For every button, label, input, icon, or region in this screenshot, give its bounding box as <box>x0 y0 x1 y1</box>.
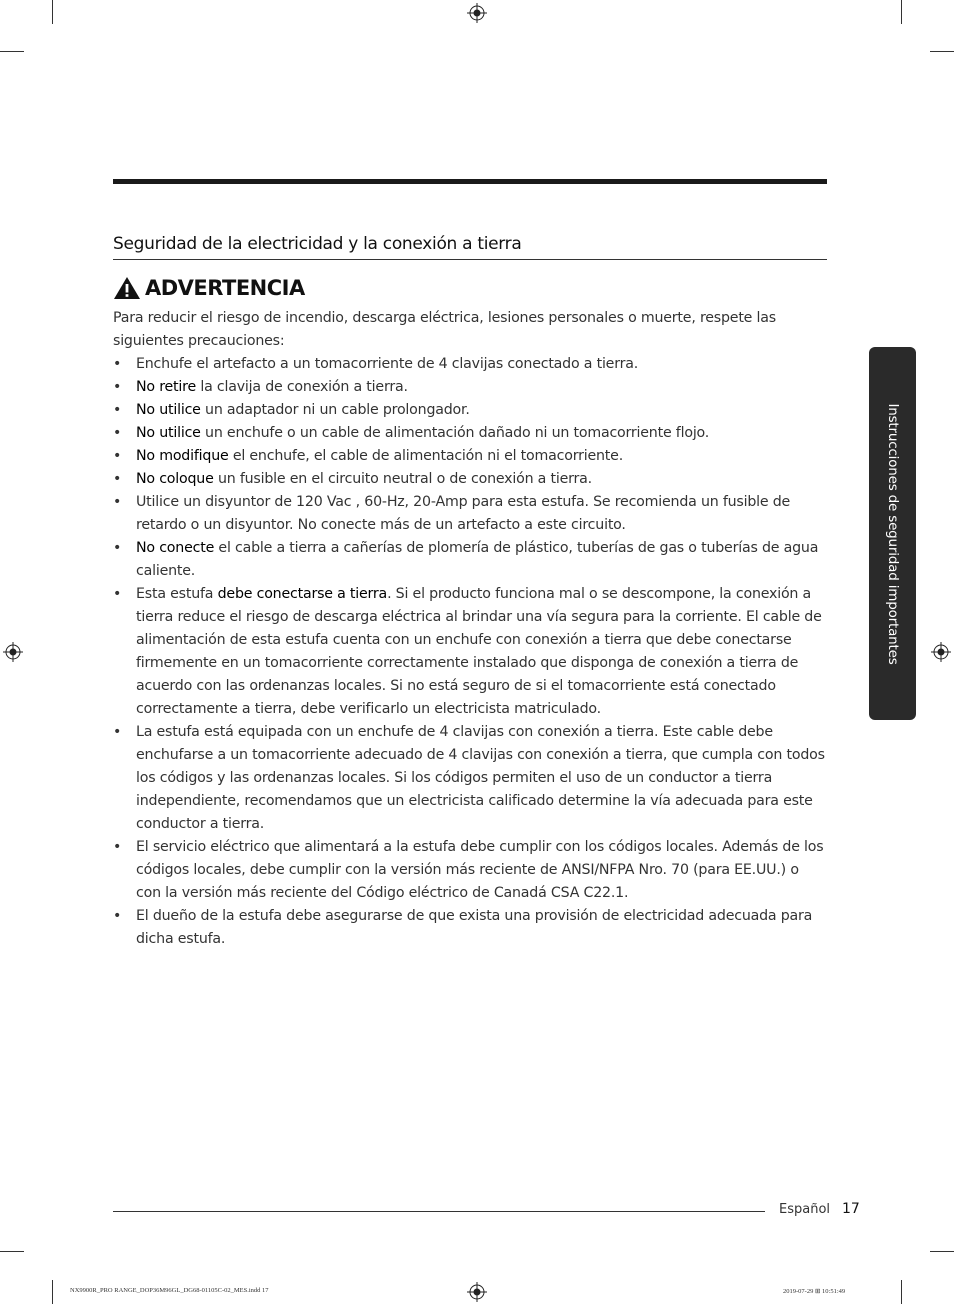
bullet-emphasis: No conecte <box>136 540 215 556</box>
precautions-list <box>113 353 825 951</box>
bullet-emphasis: No retire <box>136 379 197 395</box>
registration-mark-icon <box>467 3 487 23</box>
warning-label: ADVERTENCIA <box>145 276 305 300</box>
crop-mark <box>0 1251 24 1252</box>
bullet-text: un fusible en el circuito neutral o de conexión a tierra. <box>213 471 592 487</box>
bullet-text: La estufa está equipada con un enchufe de 4 clavijas con conexión a tierra. Este cable debe enchufarse a un tomacorriente adecuado de 4 clavijas con conexión a tierra, que cumpla con todos los códigos y las ordenanzas locales. Si los códigos permiten el uso de un conductor a tierra independiente, recomendamos que un electricista calificado determine la vía adecuada para este conductor a tierra. <box>136 724 825 832</box>
bullet-text: Enchufe el artefacto a un tomacorriente de 4 clavijas conectado a tierra. <box>136 356 639 372</box>
bullet-dot: • <box>113 471 122 487</box>
bullet-dot: • <box>113 402 122 418</box>
list-item <box>113 399 825 422</box>
chapter-side-tab <box>869 347 916 720</box>
list-item <box>113 468 825 491</box>
crop-mark <box>52 1280 53 1304</box>
list-item <box>113 583 825 721</box>
crop-mark <box>901 0 902 24</box>
page-number: 17 <box>842 1201 860 1217</box>
list-item <box>113 376 825 399</box>
bullet-dot: • <box>113 839 122 855</box>
bullet-dot: • <box>113 356 122 372</box>
crop-mark <box>0 51 24 52</box>
crop-mark <box>901 1280 902 1304</box>
list-item <box>113 422 825 445</box>
bullet-dot: • <box>113 448 122 464</box>
warning-body <box>113 307 825 951</box>
warning-heading <box>113 274 305 302</box>
bullet-dot: • <box>113 425 122 441</box>
bullet-emphasis: No coloque <box>136 471 214 487</box>
list-item <box>113 905 825 951</box>
warning-triangle-icon <box>113 276 141 300</box>
registration-mark-icon <box>467 1282 487 1302</box>
bullet-dot: • <box>113 724 122 740</box>
crop-mark <box>52 0 53 24</box>
bullet-emphasis: No utilice <box>136 402 201 418</box>
list-item <box>113 445 825 468</box>
section-title: Seguridad de la electricidad y la conexión a tierra <box>113 234 827 260</box>
bullet-dot: • <box>113 379 122 395</box>
bullet-emphasis: debe conectarse a tierra <box>217 586 388 602</box>
list-item <box>113 491 825 537</box>
bullet-dot: • <box>113 908 122 924</box>
bullet-text: el enchufe, el cable de alimentación ni el tomacorriente. <box>228 448 623 464</box>
bullet-text: la clavija de conexión a tierra. <box>196 379 408 395</box>
bullet-dot: • <box>113 494 122 510</box>
crop-mark <box>930 51 954 52</box>
bullet-emphasis: No utilice <box>136 425 201 441</box>
footer-language: Español <box>779 1202 831 1217</box>
bullet-text: El servicio eléctrico que alimentará a la estufa debe cumplir con los códigos locales. Además de los códigos locales, debe cumplir con la versión más reciente de ANSI/NFPA Nro. 70 (para EE.UU.) o con la versión más reciente del Código eléctrico de Canadá CSA C22.1. <box>136 839 824 901</box>
bullet-dot: • <box>113 586 122 602</box>
bullet-text: . Si el producto funciona mal o se descompone, la conexión a tierra reduce el riesgo de descarga eléctrica al brindar una vía segura para la corriente. El cable de alimentación de esta estufa cuenta con un enchufe con conexión a tierra que debe conectarse firmemente en un tomacorriente correctamente instalado que disponga de conexión a tierra de acuerdo con las ordenanzas locales. Si no está seguro de si el tomacorriente está conectado correctamente a tierra, debe verificarlo un electricista matriculado. <box>136 586 822 717</box>
list-item <box>113 836 825 905</box>
bullet-dot: • <box>113 540 122 556</box>
bullet-text: El dueño de la estufa debe asegurarse de que exista una provisión de electricidad adecuada para dicha estufa. <box>136 908 813 947</box>
print-file-slug: NX9900R_PRO RANGE_DOP36M96GL_DG68-01105C-02_MES.indd 17 <box>70 1287 269 1294</box>
registration-mark-icon <box>3 642 23 662</box>
list-item <box>113 353 825 376</box>
bullet-text: un enchufe o un cable de alimentación dañado ni un tomacorriente flojo. <box>200 425 710 441</box>
bullet-text: un adaptador ni un cable prolongador. <box>200 402 470 418</box>
bullet-text-lead: Esta estufa <box>136 586 218 602</box>
bullet-emphasis: No modifique <box>136 448 229 464</box>
list-item <box>113 537 825 583</box>
crop-mark <box>930 1251 954 1252</box>
print-date-slug: 2019-07-29 ⊞ 10:51:49 <box>783 1288 846 1295</box>
list-item <box>113 721 825 836</box>
intro-text: Para reducir el riesgo de incendio, descarga eléctrica, lesiones personales o muerte, respete las siguientes precauciones: <box>113 310 776 349</box>
footer-rule <box>113 1211 765 1212</box>
registration-mark-icon <box>931 642 951 662</box>
chapter-tab-label: Instrucciones de seguridad importantes <box>884 402 901 665</box>
section-top-rule <box>113 179 827 184</box>
bullet-text: el cable a tierra a cañerías de plomería de plástico, tuberías de gas o tuberías de agua caliente. <box>136 540 819 579</box>
bullet-text: Utilice un disyuntor de 120 Vac , 60-Hz, 20-Amp para esta estufa. Se recomienda un fusible de retardo o un disyuntor. No conecte más de un artefacto a este circuito. <box>136 494 791 533</box>
